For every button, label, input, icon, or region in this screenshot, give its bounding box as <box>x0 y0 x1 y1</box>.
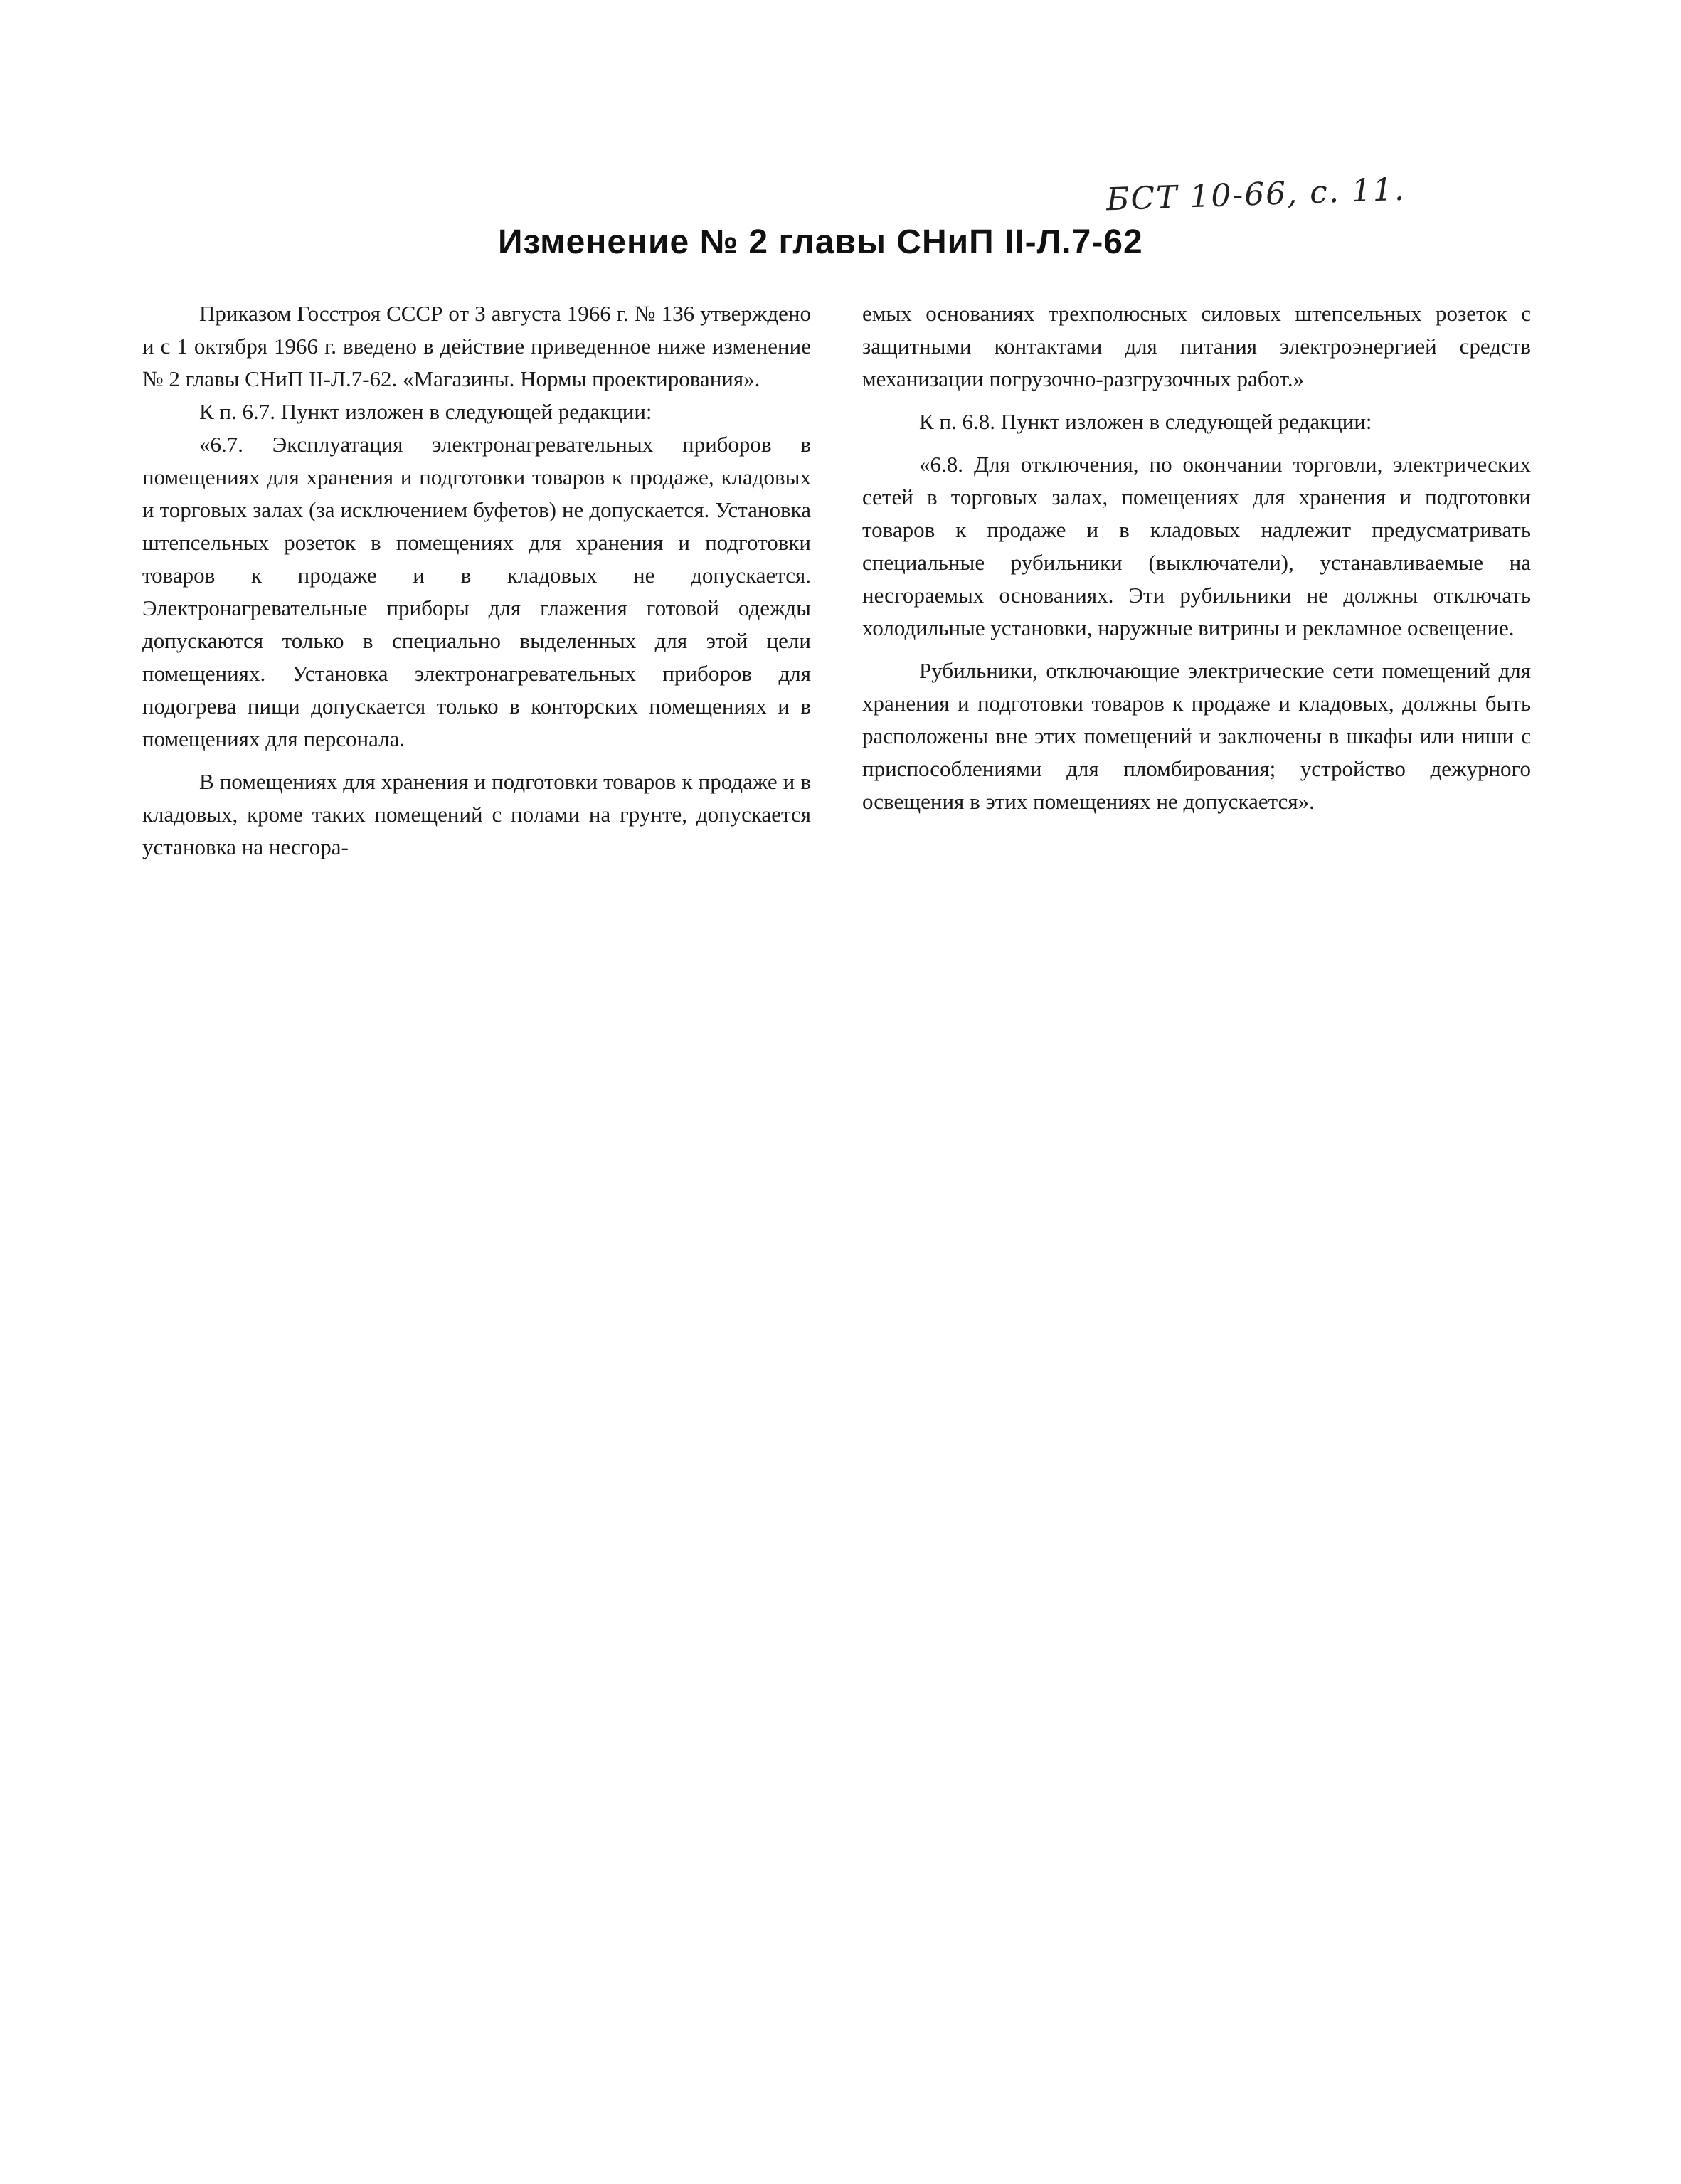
right-column <box>862 297 1531 818</box>
page-title: Изменение № 2 главы СНиП II-Л.7-62 <box>498 223 1143 261</box>
handwritten-annotation: БСТ 10-66, с. 11. <box>1105 171 1406 218</box>
clause-6-7-ending: емых основаниях трехполюсных силовых штепсельных розеток с защитными контактами для питания электроэнергией средств механизации погрузочно-разгрузочных работ.» <box>862 301 1531 391</box>
clause-6-8-continuation: Рубильники, отключающие электрические сети помещений для хранения и подготовки товаров к продаже и кладовых, должны быть расположены вне этих помещений и заключены в шкафы или ниши с приспособлениями для пломбирования; устройство дежурного освещения в этих помещениях не допускается». <box>862 658 1531 814</box>
clause-6-8-heading: К п. 6.8. Пункт изложен в следующей редакции: <box>919 409 1372 434</box>
clause-6-8-text: «6.8. Для отключения, по окончании торговли, электрических сетей в торговых залах, помещениях для хранения и подготовки товаров к продаже и в кладовых надлежит предусматривать специальные рубильники (выключатели), устанавливаемые на несгораемых основаниях. Эти рубильники не должны отключать холодильные установки, наружные витрины и рекламное освещение. <box>862 452 1531 640</box>
clause-6-7-continuation: В помещениях для хранения и подготовки товаров к продаже и в кладовых, кроме таких помещений с полами на грунте, допускается установка на несгора- <box>142 769 811 859</box>
left-column <box>142 297 811 864</box>
intro-paragraph: Приказом Госстроя СССР от 3 августа 1966 г. № 136 утверждено и с 1 октября 1966 г. введено в действие приведенное ниже изменение № 2 главы СНиП II-Л.7-62. «Магазины. Нормы проектирования». <box>142 301 811 391</box>
clause-6-7-heading: К п. 6.7. Пункт изложен в следующей редакции: <box>199 399 652 424</box>
clause-6-7-text: «6.7. Эксплуатация электронагревательных приборов в помещениях для хранения и подготовки товаров к продаже, кладовых и торговых залах (за исключением буфетов) не допускается. Установка штепсельных розеток в помещениях для хранения и подготовки товаров к продаже и в кладовых не допускается. Электронагревательные приборы для глажения готовой одежды допускаются только в специально выделенных для этой цели помещениях. Установка электронагревательных приборов для подогрева пищи допускается только в конторских помещениях и в помещениях для персонала. <box>142 432 811 751</box>
